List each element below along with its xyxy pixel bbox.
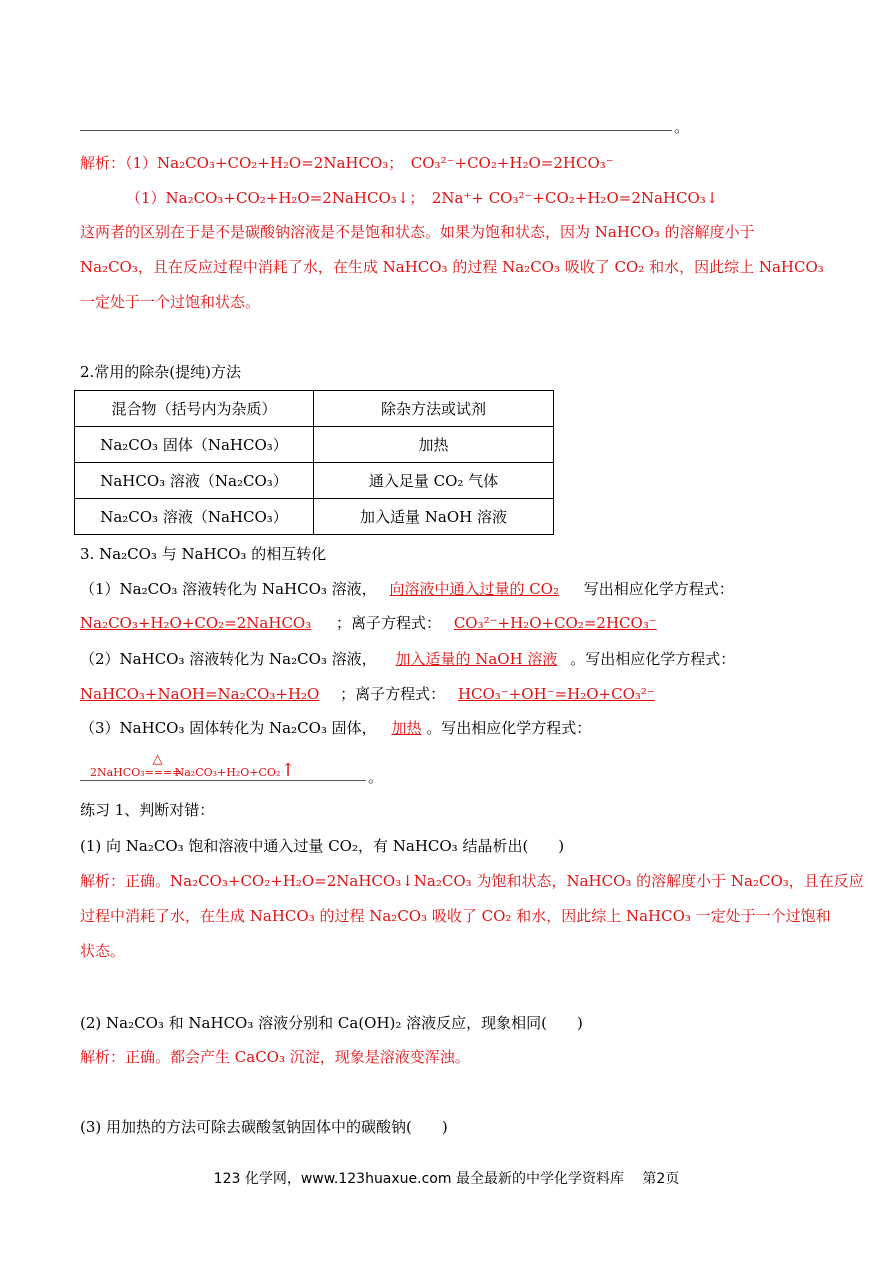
table-row (75, 499, 554, 535)
practice-item-2: (2) Na₂CO₃ 和 NaHCO₃ 溶液分别和 Ca(OH)₂ 溶液反应，现象相同( ) (80, 1014, 583, 1032)
practice-1-analysis-1: 解析：正确。Na₂CO₃+CO₂+H₂O=2NaHCO₃↓Na₂CO₃ 为饱和状态，NaHCO₃ 的溶解度小于 Na₂CO₃，且在反应 (80, 872, 864, 890)
q3-end-mark: 。 (368, 768, 384, 786)
practice-1-analysis-2: 过程中消耗了水，在生成 NaHCO₃ 的过程 Na₂CO₃ 吸收了 CO₂ 和水，因此综上 NaHCO₃ 一定处于一个过饱和 (80, 907, 831, 925)
q2-ion-label: ；离子方程式： (340, 685, 446, 703)
table-header-mixture: 混合物（括号内为杂质） (75, 391, 314, 427)
q1-prefix: （1）Na₂CO₃ 溶液转化为 NaHCO₃ 溶液， (80, 580, 377, 598)
section-3-title: 3. Na₂CO₃ 与 NaHCO₃ 的相互转化 (80, 545, 327, 563)
table-header-row (75, 391, 554, 427)
purification-table (74, 390, 554, 535)
analysis-line-2: （1）Na₂CO₃+CO₂+H₂O=2NaHCO₃↓； 2Na⁺+ CO₃²⁻+CO₂+H₂O=2NaHCO₃↓ (126, 189, 719, 207)
practice-title: 练习 1、判断对错： (80, 801, 215, 819)
practice-item-3: (3) 用加热的方法可除去碳酸氢钠固体中的碳酸钠( ) (80, 1118, 448, 1136)
analysis-para-3: 一定处于一个过饱和状态。 (80, 293, 261, 311)
table-row (75, 427, 554, 463)
practice-item-1: (1) 向 Na₂CO₃ 饱和溶液中通入过量 CO₂，有 NaHCO₃ 结晶析出( ) (80, 837, 565, 855)
analysis-line-1: 解析：（1）Na₂CO₃+CO₂+H₂O=2NaHCO₃； CO₃²⁻+CO₂+H₂O=2HCO₃⁻ (80, 154, 614, 172)
table-row (75, 463, 554, 499)
q1-line (80, 578, 734, 599)
q3-line (80, 717, 591, 738)
analysis-para-1: 这两者的区别在于是不是碳酸钠溶液是不是饱和状态。如果为饱和状态，因为 NaHCO₃ 的溶解度小于 (80, 223, 755, 241)
q2-equation: NaHCO₃+NaOH=Na₂CO₃+H₂O (80, 685, 320, 703)
q1-eq-line (80, 612, 657, 633)
end-mark: 。 (674, 118, 690, 136)
q1-answer: 向溶液中通入过量的 CO₂ (389, 580, 559, 598)
table-cell: 通入足量 CO₂ 气体 (314, 463, 554, 499)
q3-suffix: 。写出相应化学方程式： (426, 719, 592, 737)
analysis-para-2: Na₂CO₃，且在反应过程中消耗了水，在生成 NaHCO₃ 的过程 Na₂CO₃ 吸收了 CO₂ 和水，因此综上 NaHCO₃ (80, 258, 824, 276)
q2-suffix: 。写出相应化学方程式： (570, 650, 736, 668)
table-cell: Na₂CO₃ 固体（NaHCO₃） (75, 427, 314, 463)
q1-equation: Na₂CO₃+H₂O+CO₂=2NaHCO₃ (80, 614, 312, 632)
q2-line (80, 648, 735, 669)
q2-answer: 加入适量的 NaOH 溶液 (395, 650, 558, 668)
practice-2-analysis: 解析：正确。都会产生 CaCO₃ 沉淀，现象是溶液变浑浊。 (80, 1048, 470, 1066)
table-cell: NaHCO₃ 溶液（Na₂CO₃） (75, 463, 314, 499)
gas-arrow-icon: ↑ (280, 760, 296, 781)
table-cell: Na₂CO₃ 溶液（NaHCO₃） (75, 499, 314, 535)
q3-answer: 加热 (391, 719, 422, 737)
q1-suffix: 写出相应化学方程式： (583, 580, 734, 598)
q1-ion-equation: CO₃²⁻+H₂O+CO₂=2HCO₃⁻ (453, 614, 657, 632)
q2-ion-equation: HCO₃⁻+OH⁻=H₂O+CO₃²⁻ (457, 685, 655, 703)
table-cell: 加入适量 NaOH 溶液 (314, 499, 554, 535)
q3-heat-condition: △ (152, 752, 163, 767)
answer-underline (80, 130, 672, 131)
q3-prefix: （3）NaHCO₃ 固体转化为 Na₂CO₃ 固体， (80, 719, 377, 737)
q3-equation: 2NaHCO₃ △ ====Na₂CO₃+H₂O+CO₂↑ (90, 752, 296, 781)
q2-eq-line (80, 683, 655, 704)
section-2-title: 2.常用的除杂(提纯)方法 (80, 363, 242, 381)
q3-eq-left: 2NaHCO₃ (90, 766, 145, 779)
q3-underline (80, 780, 366, 781)
q1-ion-label: ；离子方程式： (336, 614, 442, 632)
table-header-method: 除杂方法或试剂 (314, 391, 554, 427)
page-footer: 123 化学网，www.123huaxue.com 最全最新的中学化学资料库 第2页 (213, 1171, 680, 1187)
q2-prefix: （2）NaHCO₃ 溶液转化为 Na₂CO₃ 溶液， (80, 650, 377, 668)
q3-eq-right: Na₂CO₃+H₂O+CO₂ (174, 766, 281, 779)
practice-1-analysis-3: 状态。 (80, 942, 126, 960)
table-cell: 加热 (314, 427, 554, 463)
